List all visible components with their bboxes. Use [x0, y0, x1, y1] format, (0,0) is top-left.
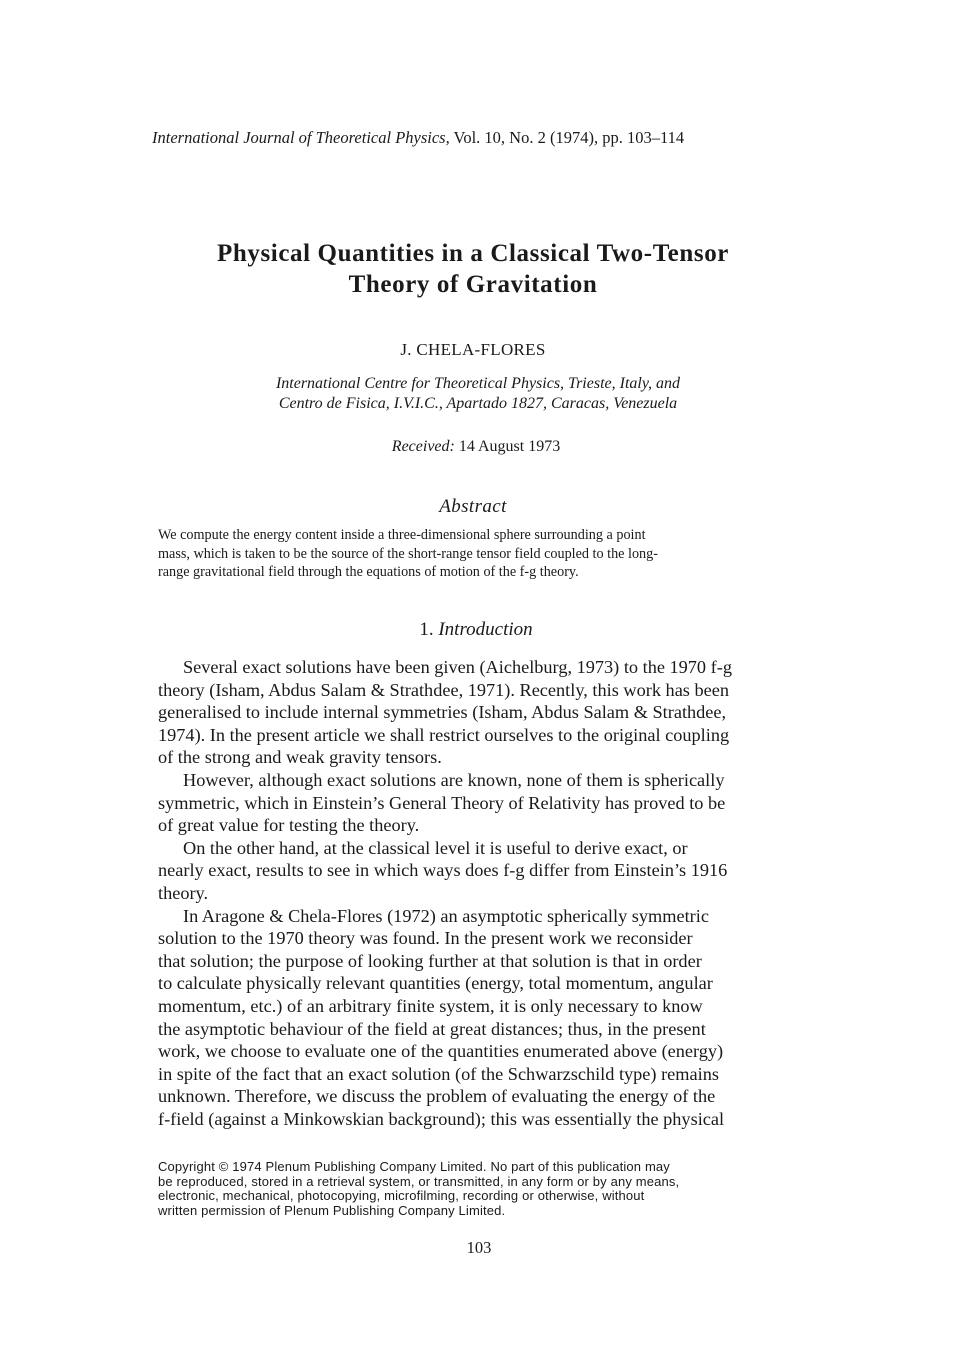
section-number: 1. [419, 619, 434, 640]
body-line: momentum, etc.) of an arbitrary finite system, it is only necessary to know [158, 995, 703, 1016]
body-line: symmetric, which in Einstein’s General Theory of Relativity has proved to be [158, 792, 726, 813]
abstract-heading: Abstract [439, 496, 507, 517]
copyright-line: Copyright © 1974 Plenum Publishing Company Limited. No part of this publication may [158, 1159, 670, 1174]
author-affiliation [0, 374, 956, 414]
copyright-line: electronic, mechanical, photocopying, microfilming, recording or otherwise, without [158, 1188, 645, 1204]
received-label: Received: [391, 438, 455, 455]
abstract-line: range gravitational field through the equations of motion of the f-g theory. [158, 564, 579, 580]
section-name: Introduction [438, 619, 533, 640]
body-line: to calculate physically relevant quantities (energy, total momentum, angular [158, 973, 713, 994]
body-line: However, although exact solutions are known, none of them is spherically [183, 769, 725, 790]
received-value: 14 August 1973 [454, 438, 561, 455]
affiliation-line-2: Centro de Fisica, I.V.I.C., Apartado 1827, Caracas, Venezuela [278, 395, 678, 412]
body-line: On the other hand, at the classical level it is useful to derive exact, or [183, 837, 688, 858]
body-line: theory. [158, 882, 209, 903]
body-line: solution to the 1970 theory was found. In the present work we reconsider [158, 928, 693, 949]
copyright-notice [158, 1160, 818, 1218]
body-line: the asymptotic behaviour of the field at great distances; thus, in the present [158, 1018, 706, 1039]
journal-volume-pages: Vol. 10, No. 2 (1974), pp. 103–114 [449, 128, 685, 147]
journal-citation [152, 128, 852, 148]
body-line: f-field (against a Minkowskian background); this was essentially the physical [158, 1108, 725, 1129]
body-line: Several exact solutions have been given (Aichelburg, 1973) to the 1970 f-g [183, 657, 732, 677]
page-number: 103 [466, 1238, 492, 1257]
copyright-line: be reproduced, stored in a retrieval system, or transmitted, in any form or by any means, [158, 1173, 680, 1189]
body-line: in spite of the fact that an exact solution (of the Schwarzschild type) remains [158, 1063, 719, 1084]
body-line: work, we choose to evaluate one of the quantities enumerated above (energy) [158, 1041, 724, 1062]
body-line: nearly exact, results to see in which ways does f-g differ from Einstein’s 1916 [158, 860, 728, 881]
title-line-2: Theory of Gravitation [348, 271, 598, 298]
abstract-body [158, 526, 808, 582]
body-line: of the strong and weak gravity tensors. [158, 747, 442, 768]
section-heading-introduction [0, 619, 952, 641]
body-line: generalised to include internal symmetries (Isham, Abdus Salam & Strathdee, [158, 702, 727, 723]
affiliation-line-1: International Centre for Theoretical Physics, Trieste, Italy, and [275, 375, 681, 392]
title-line-1: Physical Quantities in a Classical Two-Tensor [216, 240, 729, 267]
received-date [0, 438, 952, 456]
introduction-body [158, 656, 818, 1130]
body-line: theory (Isham, Abdus Salam & Strathdee, 1971). Recently, this work has been [158, 679, 730, 700]
abstract-line: We compute the energy content inside a three-dimensional sphere surrounding a point [158, 527, 646, 543]
copyright-line: written permission of Plenum Publishing Company Limited. [158, 1202, 506, 1218]
body-line: that solution; the purpose of looking further at that solution is that in order [158, 950, 702, 971]
journal-name: International Journal of Theoretical Physics, [152, 128, 450, 147]
author-name: J. CHELA-FLORES [400, 340, 546, 359]
body-line: unknown. Therefore, we discuss the problem of evaluating the energy of the [158, 1086, 716, 1107]
abstract-line: mass, which is taken to be the source of the short-range tensor field coupled to the long- [158, 545, 658, 562]
body-line: of great value for testing the theory. [158, 815, 420, 836]
body-line: 1974). In the present article we shall restrict ourselves to the original coupling [158, 724, 730, 745]
body-line: In Aragone & Chela-Flores (1972) an asymptotic spherically symmetric [183, 905, 709, 926]
paper-title [0, 238, 946, 300]
